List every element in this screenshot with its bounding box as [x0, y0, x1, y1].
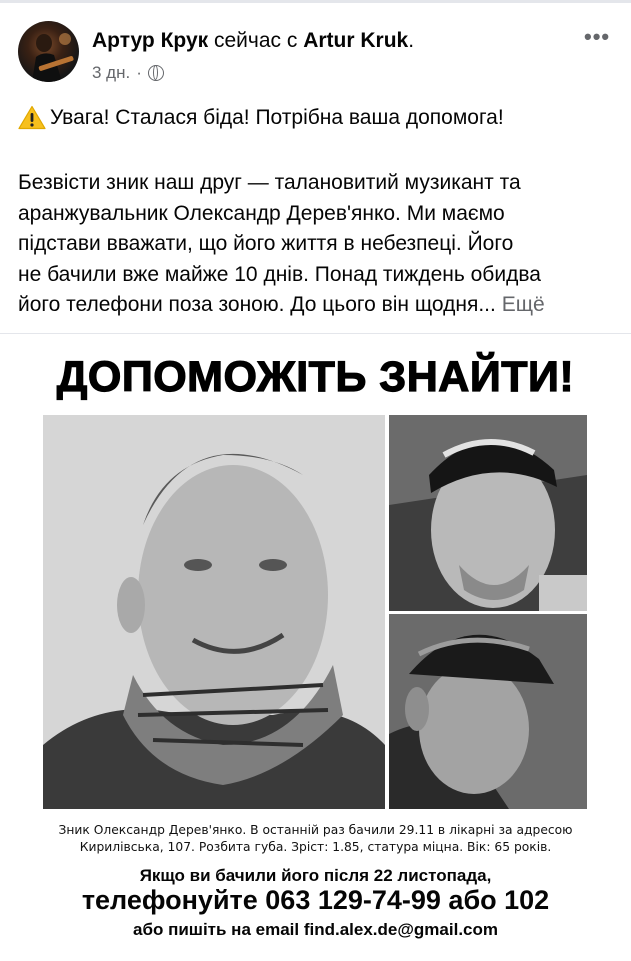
poster-caption	[0, 822, 631, 856]
top-border	[0, 0, 631, 3]
poster-contact-intro: Якщо ви бачили його після 22 листопада,	[139, 866, 492, 885]
meta-separator: ·	[136, 63, 142, 82]
more-options-icon[interactable]: •••	[584, 24, 611, 49]
action-text: сейчас с	[214, 29, 298, 52]
see-more-link[interactable]: Ещё	[501, 293, 545, 317]
tagged-suffix: .	[408, 29, 415, 52]
alert-text: Увага! Сталася біда! Потрібна ваша допомога!	[50, 105, 504, 129]
body-line: його телефони поза зоною. До цього він щодня...	[18, 293, 496, 317]
tagged-user[interactable]: Artur Kruk	[303, 29, 409, 52]
body-line: аранжувальник Олександр Дерев'янко. Ми маємо	[18, 201, 505, 225]
poster-title: ДОПОМОЖІТЬ ЗНАЙТИ!	[56, 353, 575, 401]
alert-line	[18, 105, 504, 130]
warning-icon	[18, 105, 46, 130]
caption-line: Кирилівська, 107. Розбита губа. Зріст: 1.85, статура міцна. Вік: 65 років.	[79, 840, 552, 854]
globe-icon[interactable]	[148, 65, 164, 81]
post-meta	[92, 63, 164, 83]
caption-line: Зник Олександр Дерев'янко. В останній раз бачили 29.11 в лікарні за адресою	[58, 823, 573, 837]
poster-email-line: або пишіть на email find.alex.de@gmail.com	[133, 920, 498, 939]
body-line: підстави вважати, що його життя в небезпеці. Його	[18, 232, 514, 256]
divider	[0, 333, 631, 334]
author-name[interactable]: Артур Крук	[92, 29, 209, 52]
poster-phone-line: телефонуйте 063 129-74-99 або 102	[81, 885, 550, 915]
photo-top[interactable]	[389, 415, 587, 611]
photo-bottom[interactable]	[389, 614, 587, 809]
body-line: не бачили вже майже 10 днів. Понад тиждень обидва	[18, 262, 541, 286]
post-author-line	[92, 29, 414, 53]
post-body	[18, 168, 618, 321]
body-line: Безвісти зник наш друг — талановитий музикант та	[18, 171, 521, 194]
photo-main[interactable]	[43, 415, 385, 809]
avatar[interactable]	[18, 21, 79, 82]
post-time[interactable]: 3 дн.	[92, 63, 131, 82]
body-line-last	[18, 290, 618, 321]
